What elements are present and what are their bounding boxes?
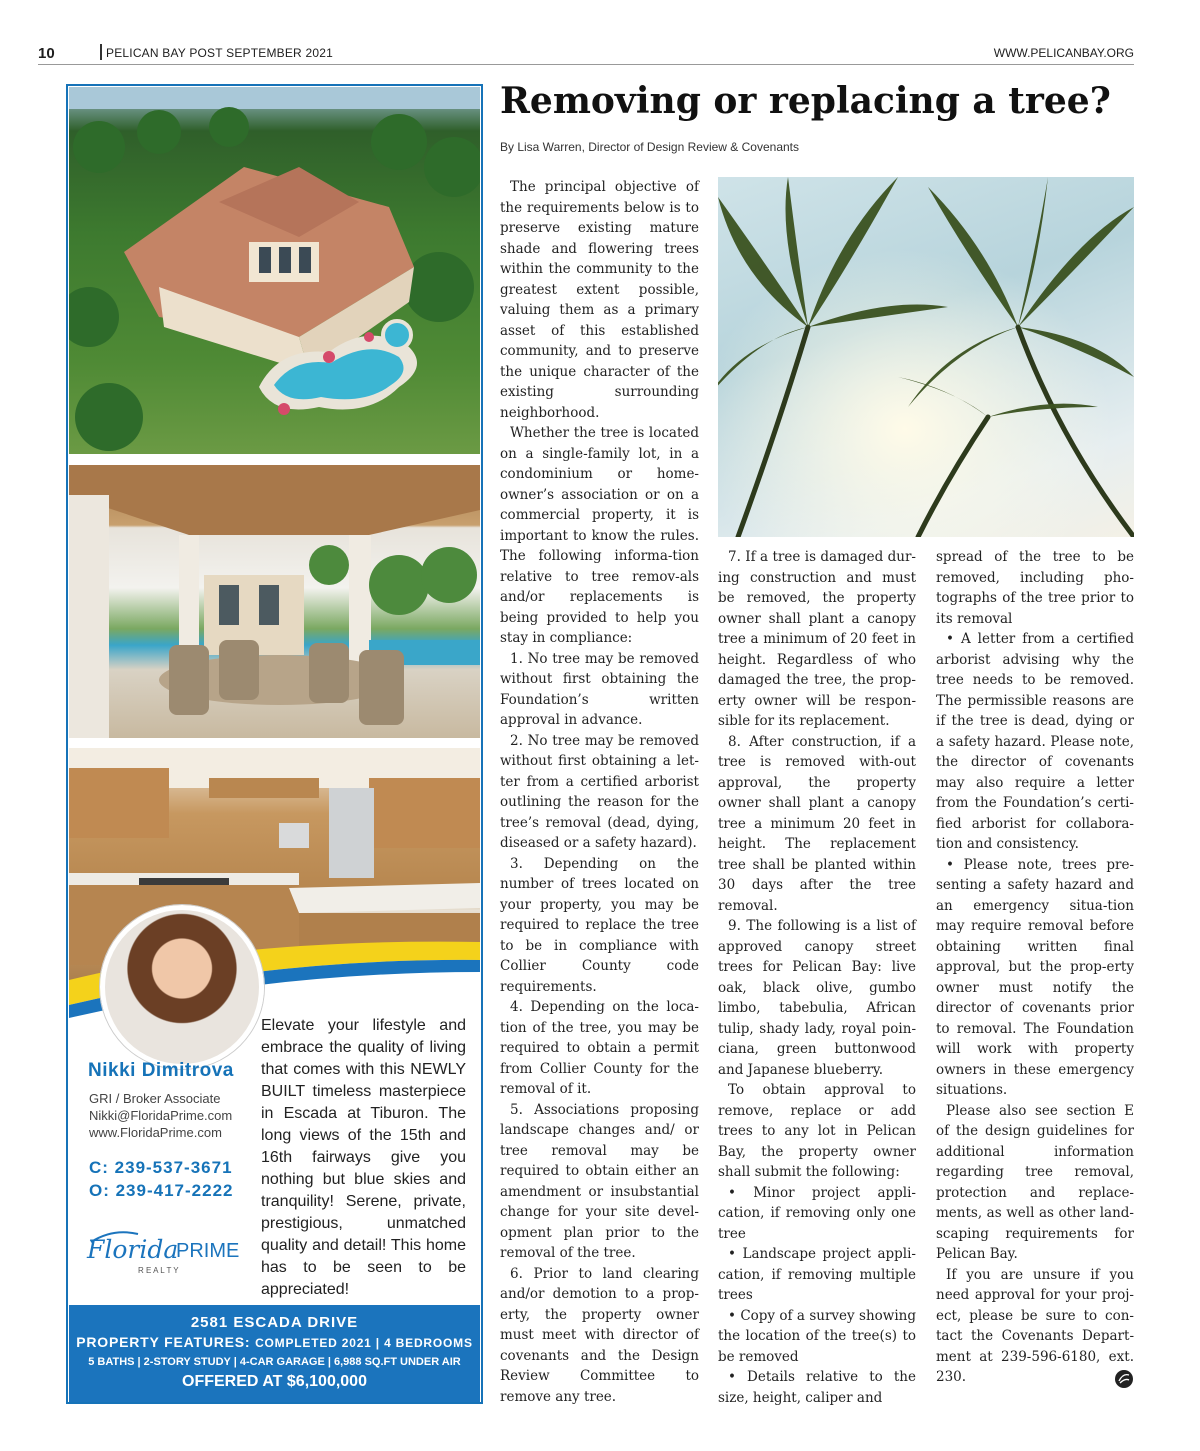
agent-title: GRI / Broker Associate: [89, 1091, 221, 1106]
cell-phone[interactable]: C: 239-537-3671: [89, 1158, 233, 1177]
florida-prime-logo: [83, 1220, 243, 1280]
paragraph: 1. No tree may be removed without first obtaining the Foundation’s written approval in advance.: [500, 650, 699, 728]
paragraph: 6. Prior to land clearing and/or demotion to a prop-erty, the property owner must meet with director of covenants and the Design Review Committee to remove any tree.: [500, 1265, 699, 1405]
property-price: OFFERED AT $6,100,000: [182, 1373, 367, 1390]
paragraph: 9. The following is a list of approved canopy street trees for Pelican Bay: live oak, black olive, gumbo limbo, tabebulia, African tulip, shady lady, royal poin-ciana, green buttonwood and Japanese blueberry.: [718, 918, 916, 1078]
paragraph: Please also see section E of the design guidelines for additional information regarding tree removal, protection and replace-ments, as well as other land-scaping requirements for Pelican Bay.: [936, 1102, 1134, 1262]
paragraph: • Minor project appli-cation, if removing only one tree: [718, 1184, 916, 1242]
paragraph: 8. After construction, if a tree is removed with-out approval, the property owner shall plant a canopy tree a minimum 20 feet in height. The replacement tree shall be planted within 30 days after the tree removal.: [718, 733, 916, 914]
website-link[interactable]: WWW.PELICANBAY.ORG: [993, 46, 1134, 60]
paragraph: 3. Depending on the number of trees located on your property, you may be required to replace the tree to be in compliance with Collier County code requirements.: [500, 855, 699, 995]
paragraph: • Please note, trees pre-senting a safety hazard and an emergency situa-tion may require removal before obtaining written final approval, but the prop-erty owner must notify the director of covenants prior to removal. The Foundation will work with property owners in these emergency situations.: [936, 856, 1134, 1098]
byline: By Lisa Warren, Director of Design Review & Covenants: [500, 140, 800, 154]
header-rule: [38, 64, 1134, 65]
article-column-1: [500, 177, 699, 1407]
publication-line: PELICAN BAY POST SEPTEMBER 2021: [106, 46, 333, 60]
paragraph: To obtain approval to remove, replace or add trees to any lot in Pelican Bay, the property owner shall submit the following:: [718, 1082, 916, 1180]
agent-name: Nikki Dimitrova: [88, 1060, 234, 1081]
paragraph: 5. Associations proposing landscape changes and/ or tree removal may be required to obtain either an amendment or insubstantial change for your site devel-opment plan prior to the removal of the tree.: [500, 1101, 699, 1261]
features-summary: COMPLETED 2021 | 4 BEDROOMS: [255, 1336, 473, 1350]
paragraph: If you are unsure if you need approval for your proj-ect, please be sure to con-tact the Covenants Depart-ment at 239-596-6180, ext. 230.: [936, 1266, 1134, 1385]
palm-trees-photo: [718, 177, 1134, 537]
article-column-2: [718, 547, 916, 1408]
paragraph: 4. Depending on the loca-tion of the tree, you may be required to obtain a permit from Collier County for the removal of it.: [500, 999, 699, 1097]
paragraph: • Landscape project appli-cation, if removing multiple trees: [718, 1246, 916, 1303]
logo-script: Florida: [87, 1235, 179, 1264]
paragraph: 7. If a tree is damaged dur-ing construction and must be removed, the property owner shall plant a canopy tree a minimum of 20 feet in height. Regardless of who damaged the tree, the prop-erty owner will be respon-sible for its replacement.: [718, 549, 916, 729]
agent-photo: [100, 905, 264, 1069]
paragraph: 2. No tree may be removed without first obtaining a let-ter from a certified arborist outlining the reason for the tree’s removal (dead, dying, diseased or a safety hazard).: [500, 732, 699, 851]
paragraph: The principal objective of the requirements below is to preserve existing mature shade and flowering trees within the community to the greatest extent possible, valuing them as a primary asset of this established community, and to preserve the unique character of the existing surrounding neighborhood.: [500, 179, 699, 421]
property-address: 2581 ESCADA DRIVE: [190, 1314, 359, 1331]
ad-copy: Elevate your lifestyle and embrace the quality of living that comes with this NEWLY BUILT timeless masterpiece in Escada at Tiburon. The long views of the 15th and 16th fairways give you nothing but blue skies and tranquility! Serene, private, prestigious, unmatched quality and detail! This home has to be seen to be appreciated!: [261, 1017, 466, 1298]
features-label: PROPERTY FEATURES:: [76, 1334, 251, 1350]
paragraph: • Details relative to the size, height, caliper and: [718, 1369, 916, 1406]
covered-patio-photo: [69, 465, 480, 738]
end-of-article-icon: [1114, 1369, 1134, 1389]
paragraph: Whether the tree is located on a single-family lot, in a condominium or home-owner’s association or on a commercial property, it is important to know the rules. The following informa-tion relative to tree remov-als and/or replacements is being provided to help you stay in compliance:: [500, 425, 699, 646]
header-divider: [100, 44, 102, 60]
property-banner: [69, 1305, 480, 1402]
paragraph: • Copy of a survey showing the location of the tree(s) to be removed: [718, 1307, 916, 1365]
logo-word: PRIME: [176, 1240, 240, 1262]
agent-website[interactable]: www.FloridaPrime.com: [89, 1125, 222, 1140]
property-details: 5 BATHS | 2-STORY STUDY | 4-CAR GARAGE | 6,988 SQ.FT UNDER AIR: [88, 1356, 461, 1368]
logo-tagline: R E A L T Y: [138, 1266, 179, 1275]
aerial-home-photo: [69, 87, 480, 454]
agent-email[interactable]: Nikki@FloridaPrime.com: [89, 1108, 233, 1123]
article-title: Removing or replacing a tree?: [500, 80, 1111, 122]
office-phone[interactable]: O: 239-417-2222: [89, 1181, 234, 1200]
paragraph: • A letter from a certified arborist advising why the tree needs to be removed. The permissible reasons are if the tree is dead, dying or a safety hazard. Please note, the director of covenants may also require a letter from the Foundation’s certi-fied arborist for collabora-tion and consistency.: [936, 631, 1134, 852]
paragraph: spread of the tree to be removed, including pho-tographs of the tree prior to its removal: [936, 549, 1134, 627]
page-number: 10: [38, 45, 55, 62]
property-features: [69, 1334, 480, 1350]
article-column-3: [936, 547, 1134, 1388]
